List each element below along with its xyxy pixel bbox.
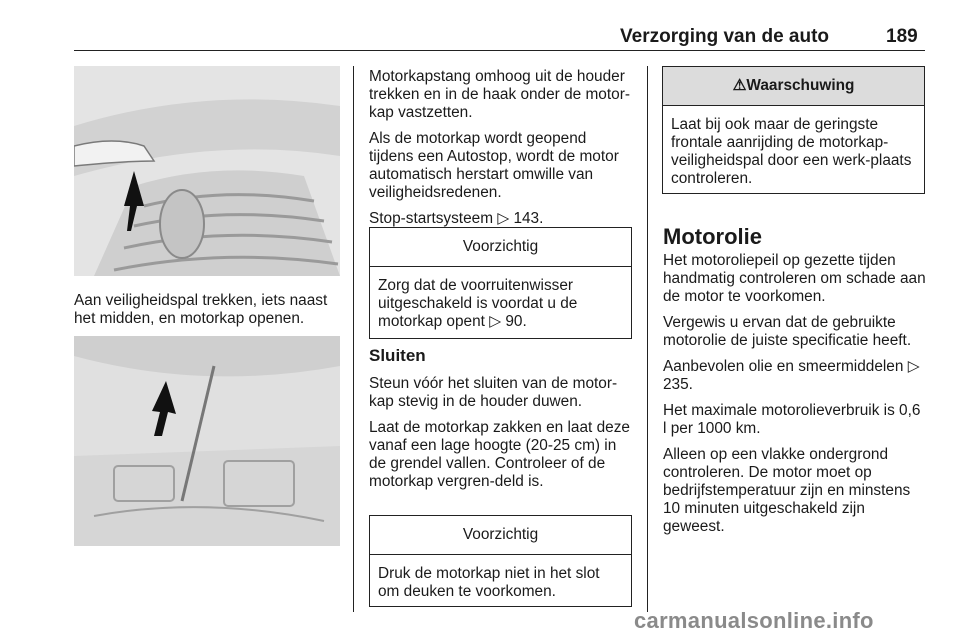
ref-text: Stop-startsysteem <box>369 210 494 227</box>
paragraph-autostop: Als de motorkap wordt geopend tijdens een Autostop, wordt de motor automatisch herstart omwille van veiligheidsredenen. <box>369 130 619 201</box>
footer-watermark: carmanualsonline.info <box>634 608 874 633</box>
page-header-title: Verzorging van de auto <box>620 26 830 47</box>
hood-prop-illustration <box>74 336 340 546</box>
page-ref-icon: ▷ <box>907 358 920 375</box>
warning-text: Laat bij ook maar de geringste frontale aanrijding de motorkap-veiligheidspal door een werk-plaats controleren. <box>671 116 912 187</box>
paragraph-oil-consumption: Het maximale motorolieverbruik is 0,6 l per 1000 km. <box>663 402 921 437</box>
caution-box-dents <box>369 515 632 607</box>
caution-title: Voorzichtig <box>370 228 631 267</box>
link-oil-page[interactable]: 235. <box>663 376 693 393</box>
caption-text: Aan veiligheidspal trekken, iets naast het midden, en motorkap openen. <box>74 292 328 327</box>
section-heading-engine-oil: Motorolie <box>663 224 762 249</box>
section-heading-closing: Sluiten <box>369 346 426 365</box>
paragraph-oil-check: Het motoroliepeil op gezette tijden handmatig controleren om schade aan de motor te voorkomen. <box>663 252 926 305</box>
link-wiper-page[interactable]: 90. <box>505 313 527 330</box>
paragraph-oil-conditions: Alleen op een vlakke ondergrond controleren. De motor moet op bedrijfstemperatuur zijn en minstens 10 minuten uitgeschakeld zijn geweest. <box>663 446 911 535</box>
link-stop-start-page[interactable]: 143. <box>513 210 544 227</box>
caution-title: Voorzichtig <box>370 516 631 555</box>
header-divider <box>74 50 925 51</box>
column-divider-1 <box>353 66 354 612</box>
paragraph-prop-rod: Motorkapstang omhoog uit de houder trekken en in de haak onder de motor-kap vastzetten. <box>369 68 630 121</box>
warning-box <box>662 66 925 194</box>
caution-text: Druk de motorkap niet in het slot om deuken te voorkomen. <box>378 565 600 600</box>
page-ref-icon: ▷ <box>489 313 502 330</box>
page-number: 189 <box>886 26 918 47</box>
warning-triangle-icon: ⚠ <box>732 77 747 94</box>
warning-title: Waarschuwing <box>746 77 855 94</box>
warning-header <box>663 67 924 106</box>
paragraph-stop-start-ref <box>369 210 633 228</box>
paragraph-oil-spec: Vergewis u ervan dat de gebruikte motorolie de juiste specificatie heeft. <box>663 314 912 349</box>
paragraph-oil-ref <box>663 358 927 394</box>
hood-release-illustration <box>74 66 340 276</box>
caution-box-wiper <box>369 227 632 339</box>
caution-text: Zorg dat de voorruitenwisser uitgeschakeld is voordat u de motorkap opent <box>378 277 578 330</box>
column-divider-2 <box>647 66 648 612</box>
paragraph-closing-1: Steun vóór het sluiten van de motor-kap stevig in de houder duwen. <box>369 375 618 410</box>
ref-text: Aanbevolen olie en smeermiddelen <box>663 358 904 375</box>
paragraph-closing-2: Laat de motorkap zakken en laat deze vanaf een lage hoogte (20-25 cm) in de grendel vallen. Controleer of de motorkap vergren-deld is. <box>369 419 630 490</box>
page-ref-icon: ▷ <box>497 210 510 227</box>
